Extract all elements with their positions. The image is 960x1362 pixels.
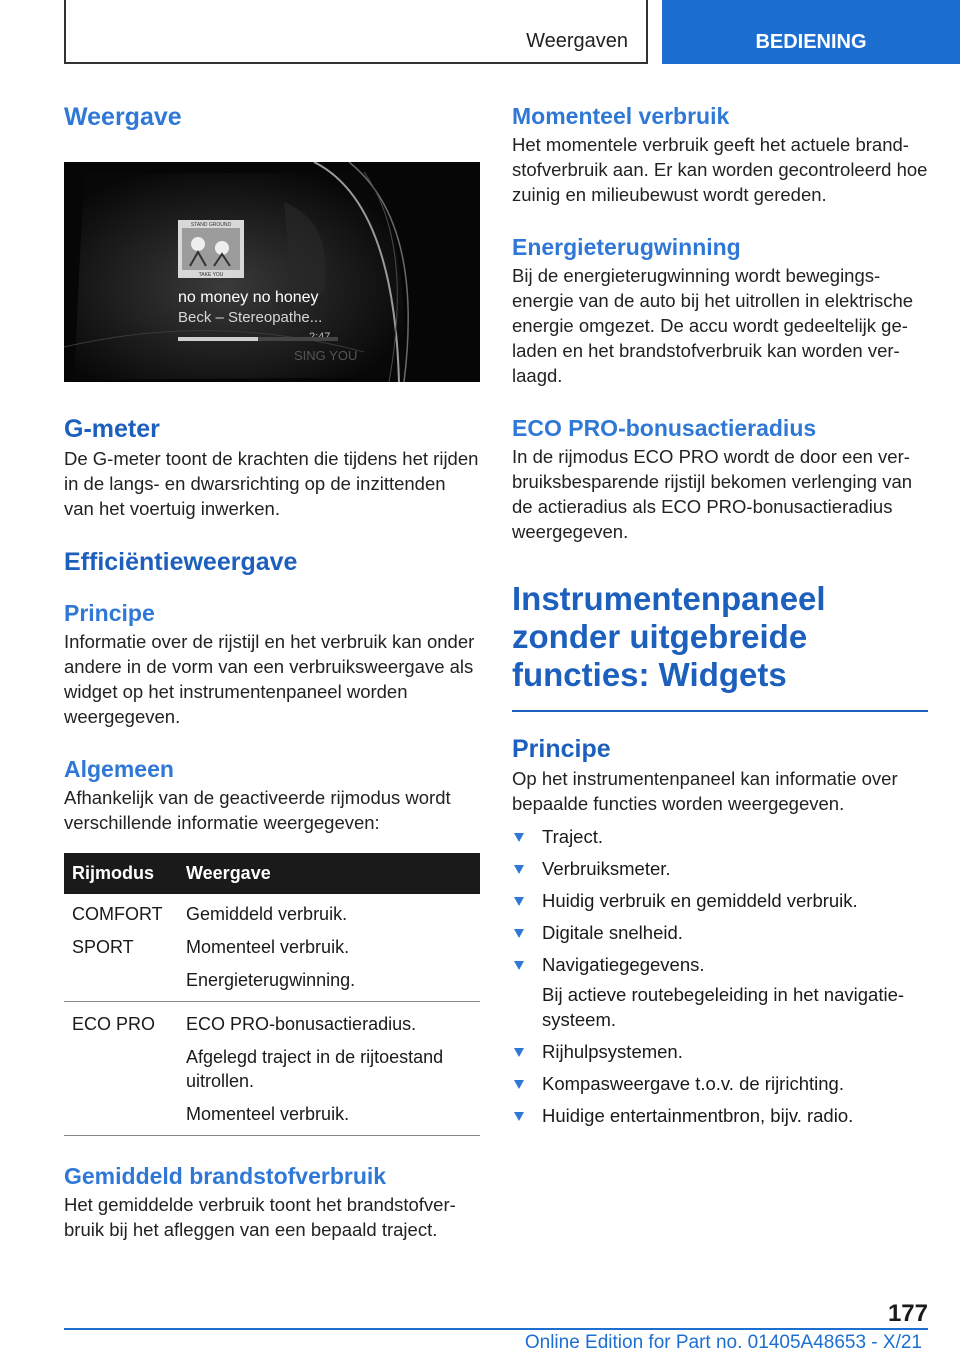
mode-cell: SPORT <box>72 937 134 957</box>
general-heading: Algemeen <box>64 756 174 782</box>
list-item: Rijhulpsystemen. <box>512 1039 928 1064</box>
current-consumption-text: Het momentele verbruik geeft het actuele brandstofverbruik aan. Er kan worden gecontroleerd hoe zuinig en milieubewust wordt gereden. <box>512 134 928 205</box>
list-item-note: Bij actieve routebegeleiding in het navigatiesysteem. <box>542 984 905 1030</box>
principle-text-left: Informatie over de rijstijl en het verbruik kan onder andere in de vorm van een verbruiksweergave als widget op het instrumentenpaneel worden weergegeven. <box>64 631 475 727</box>
average-consumption-text: Het gemiddelde verbruik toont het brandstofverbruik bij het afleggen van een bepaald traject. <box>64 1194 456 1240</box>
list-item: Navigatiegegevens. Bij actieve routebegeleiding in het navigatiesysteem. <box>512 952 928 1032</box>
right-column <box>512 100 928 1135</box>
title-divider <box>512 710 928 712</box>
principle-text-right: Op het instrumentenpaneel kan informatie over bepaalde functies worden weergegeven. <box>512 768 898 814</box>
footer-edition: Online Edition for Part no. 01405A48653 - X/21 <box>524 1332 922 1353</box>
eco-pro-text: In de rijmodus ECO PRO wordt de door een verbruiksbesparende rijstijl bekomen verlenging van de actieradius als ECO PRO-bonusactieradius weergegeven. <box>512 446 913 542</box>
eco-pro-heading: ECO PRO-bonusactieradius <box>512 415 817 441</box>
left-column <box>64 100 480 1242</box>
widget-list <box>512 824 928 1128</box>
list-item: Verbruiksmeter. <box>512 856 928 881</box>
drive-mode-table <box>64 853 480 1136</box>
header-chapter-tab: BEDIENING <box>662 0 960 64</box>
mode-cell: ECO PRO <box>72 1014 156 1034</box>
display-cell: Momenteel verbruik. <box>186 937 350 957</box>
track-title: no money no honey <box>178 289 319 306</box>
average-consumption-heading: Gemiddeld brandstofverbruik <box>64 1163 387 1189</box>
track-artist: Beck – Stereopathe... <box>178 309 323 326</box>
list-item: Kompasweergave t.o.v. de rijrichting. <box>512 1071 928 1096</box>
triangle-bullet-icon <box>514 961 524 970</box>
triangle-bullet-icon <box>514 897 524 906</box>
triangle-bullet-icon <box>514 865 524 874</box>
page-number: 177 <box>887 1300 928 1327</box>
energy-recovery-heading: Energieterugwinning <box>512 234 741 260</box>
instrument-display-image <box>64 162 480 382</box>
header-frame <box>64 0 648 64</box>
display-heading: Weergave <box>64 103 182 131</box>
list-item: Huidig verbruik en gemiddeld verbruik. <box>512 888 928 913</box>
header-section-title: Weergaven <box>526 30 628 52</box>
current-consumption-heading: Momenteel verbruik <box>512 103 730 129</box>
mode-cell: COMFORT <box>72 904 163 924</box>
general-text: Afhankelijk van de geactiveerde rijmodus wordt verschillende informatie weergegeven: <box>64 787 451 833</box>
display-cell: Afgelegd traject in de rijtoestand uitrollen. <box>186 1047 444 1091</box>
display-cell: Energieterugwinning. <box>186 970 356 990</box>
footer-divider <box>64 1328 928 1330</box>
table-header-display: Weergave <box>178 853 480 894</box>
triangle-bullet-icon <box>514 929 524 938</box>
thumb-caption-bottom: TAKE YOU <box>198 272 224 278</box>
table-row <box>64 1002 480 1136</box>
list-item: Digitale snelheid. <box>512 920 928 945</box>
display-cell: Momenteel verbruik. <box>186 1104 350 1124</box>
triangle-bullet-icon <box>514 833 524 842</box>
principle-heading-right: Principe <box>512 735 611 763</box>
triangle-bullet-icon <box>514 1080 524 1089</box>
triangle-bullet-icon <box>514 1112 524 1121</box>
thumb-caption-top: STAND GROUND <box>190 222 232 228</box>
triangle-bullet-icon <box>514 1048 524 1057</box>
instrument-display-graphic <box>64 162 480 382</box>
gmeter-heading: G-meter <box>64 415 160 443</box>
gmeter-text: De G-meter toont de krachten die tijdens het rijden in de langs- en dwarsrichting op de inzittenden van het voertuig inwerken. <box>64 448 479 519</box>
efficiency-heading: Efficiëntieweergave <box>64 548 298 576</box>
table-header-mode: Rijmodus <box>64 853 178 894</box>
list-item: Traject. <box>512 824 928 849</box>
table-row <box>64 894 480 1002</box>
background-text: SING YOU <box>294 348 358 363</box>
list-item: Huidige entertainmentbron, bijv. radio. <box>512 1103 928 1128</box>
display-cell: ECO PRO-bonusactieradius. <box>186 1014 417 1034</box>
widgets-title: Instrumentenpaneel zonder uitgebreide functies: Widgets <box>512 580 826 693</box>
display-cell: Gemiddeld verbruik. <box>186 904 348 924</box>
energy-recovery-text: Bij de energieterugwinning wordt bewegingsenergie van de auto bij het uitrollen in elektrische energie omgezet. De accu wordt gedeeltelijk geladen en het brandstofverbruik kan worden verlaagd. <box>512 265 914 386</box>
progress-fill <box>178 337 258 341</box>
principle-heading-left: Principe <box>64 600 155 626</box>
